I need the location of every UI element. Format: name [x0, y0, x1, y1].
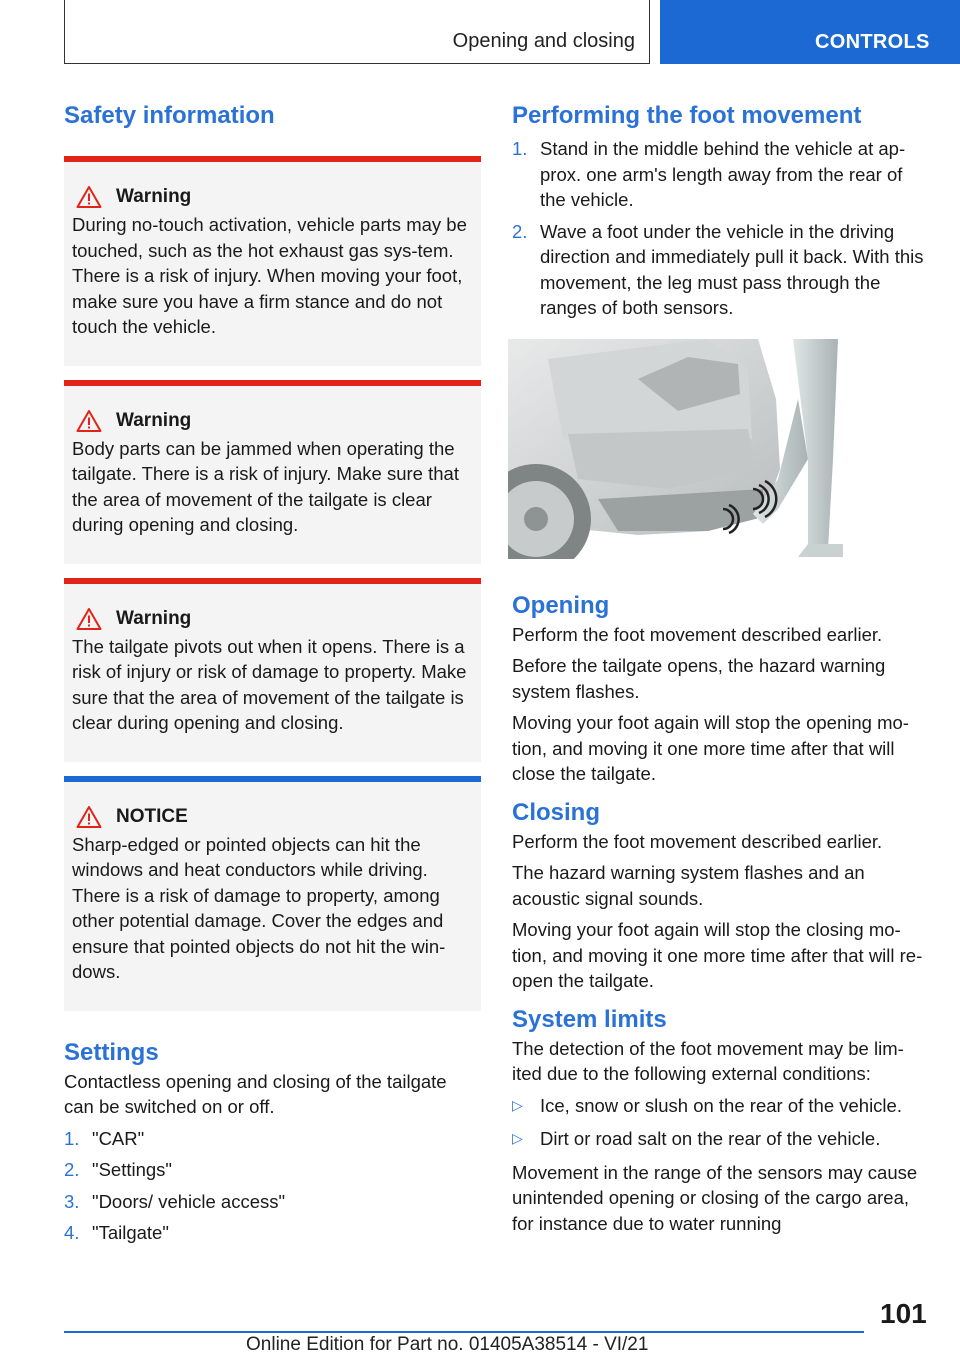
closing-para-3: Moving your foot again will stop the closing mo-tion, and moving it one more time after that will re-open the tailgate.: [512, 919, 923, 991]
footer-edition: Online Edition for Part no. 01405A38514 - VI/21: [246, 1334, 649, 1355]
page-number: 101: [880, 1298, 927, 1329]
warning-text: The tailgate pivots out when it opens. There is a risk of injury or risk of damage to property. Make sure that the area of movement of the tailgate is clear during opening and closing.: [72, 635, 467, 733]
notice-text: Sharp-edged or pointed objects can hit the windows and heat conductors while driving. There is a risk of damage to property, among other potential damage. Cover the edges and ensure that pointed objects do not hit the win-dows.: [72, 833, 446, 982]
list-text: Dirt or road salt on the rear of the vehicle.: [540, 1128, 881, 1149]
list-item: [64, 1220, 481, 1246]
warning-title: Warning: [116, 607, 192, 629]
triangle-bullet-icon: ▷: [512, 1130, 523, 1146]
warning-box-1: [64, 156, 481, 366]
list-item: [64, 1157, 481, 1183]
closing-para-1: Perform the foot movement described earlier.: [512, 830, 883, 852]
opening-para-1: Perform the foot movement described earlier.: [512, 623, 883, 645]
header-chapter-title: CONTROLS: [815, 31, 930, 53]
list-text: Wave a foot under the vehicle in the driving direction and immediately pull it back. With this movement, the leg must pass through the ranges of both sensors.: [540, 220, 924, 318]
warning-box-2: [64, 380, 481, 564]
right-column: [512, 100, 928, 1236]
foot-movement-illustration: [508, 339, 843, 559]
list-item: [512, 1093, 928, 1119]
opening-para-2: Before the tailgate opens, the hazard warning system flashes.: [512, 655, 886, 702]
list-text: "CAR": [92, 1127, 145, 1149]
limits-intro: The detection of the foot movement may be lim-ited due to the following external conditions:: [512, 1037, 904, 1084]
settings-steps: [64, 1126, 481, 1246]
warning-text: During no-touch activation, vehicle parts may be touched, such as the hot exhaust gas sys-tem. There is a risk of injury. When moving your foot, make sure you have a firm stance and do not touch the vehicle.: [72, 214, 467, 337]
system-limits-heading: System limits: [512, 1005, 667, 1033]
warning-title: Warning: [116, 409, 192, 431]
list-text: Stand in the middle behind the vehicle at ap-prox. one arm's length away from the rear of the vehicle.: [540, 138, 906, 210]
list-text: "Tailgate": [92, 1222, 169, 1243]
list-number: 2.: [512, 220, 528, 242]
safety-heading: Safety information: [64, 102, 275, 129]
list-number: 1.: [512, 138, 528, 159]
settings-intro: Contactless opening and closing of the tailgate can be switched on or off.: [64, 1070, 447, 1117]
closing-heading: Closing: [512, 798, 600, 826]
closing-para-2: The hazard warning system flashes and an acoustic signal sounds.: [512, 862, 865, 909]
list-number: 4.: [64, 1222, 80, 1243]
settings-heading: Settings: [64, 1038, 159, 1066]
list-item: [64, 1126, 481, 1152]
header-chapter-tab: [660, 0, 960, 64]
list-number: 1.: [64, 1127, 80, 1149]
list-text: Ice, snow or slush on the rear of the vehicle.: [540, 1094, 902, 1116]
list-number: 2.: [64, 1159, 80, 1180]
limits-bullets: [512, 1093, 928, 1152]
warning-title: Warning: [116, 186, 192, 207]
notice-box: [64, 776, 481, 1011]
triangle-bullet-icon: ▷: [512, 1096, 523, 1113]
list-item: [512, 136, 928, 213]
opening-para-3: Moving your foot again will stop the opening mo-tion, and moving it one more time after that will close the tailgate.: [512, 712, 909, 784]
notice-title: NOTICE: [116, 805, 188, 827]
warning-triangle-icon: [76, 805, 102, 829]
list-item: [512, 219, 928, 321]
list-text: "Settings": [92, 1159, 172, 1180]
list-number: 3.: [64, 1190, 80, 1212]
limits-outro: Movement in the range of the sensors may cause unintended opening or closing of the cargo area, for instance due to water running: [512, 1161, 918, 1234]
list-item: [512, 1126, 928, 1152]
list-item: [64, 1189, 481, 1215]
warning-triangle-icon: [76, 607, 102, 631]
warning-triangle-icon: [76, 409, 102, 433]
header-section-box: [64, 0, 650, 64]
foot-movement-heading: Performing the foot movement: [512, 102, 862, 129]
list-text: "Doors/ vehicle access": [92, 1190, 286, 1212]
opening-heading: Opening: [512, 591, 610, 619]
foot-movement-steps: [512, 136, 928, 321]
warning-triangle-icon: [76, 185, 102, 209]
footer-rule: [64, 1331, 864, 1333]
warning-box-3: [64, 578, 481, 762]
header-section-title: Opening and closing: [452, 30, 635, 52]
warning-text: Body parts can be jammed when operating the tailgate. There is a risk of injury. Make sure that the area of movement of the tailgate is clear during opening and closing.: [72, 437, 459, 535]
left-column: [64, 100, 481, 1252]
